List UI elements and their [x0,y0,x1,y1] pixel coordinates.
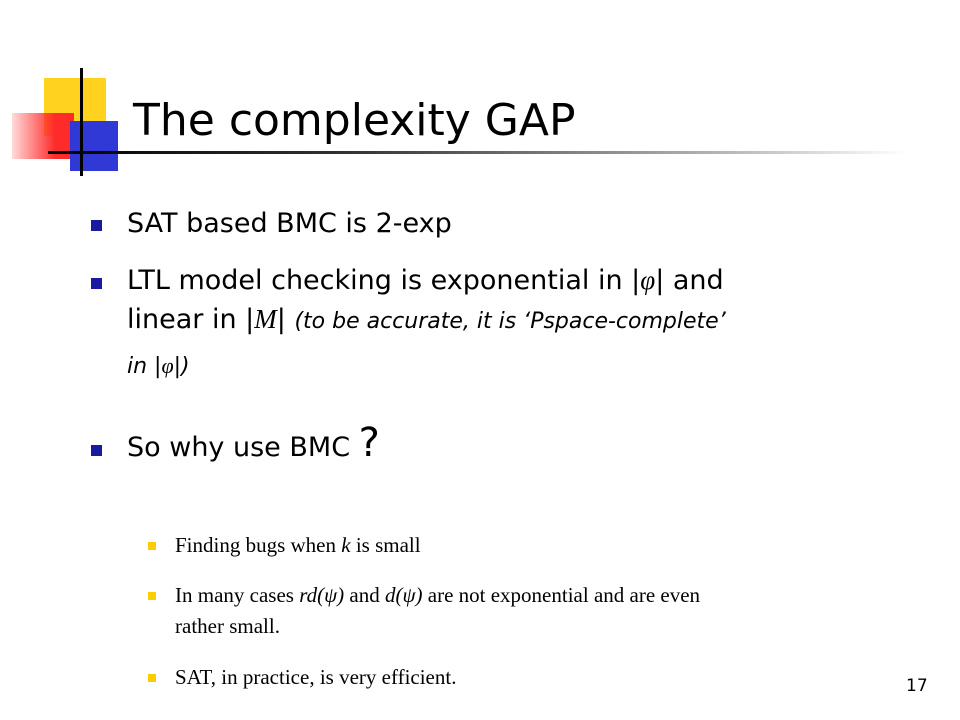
bullet-ltl-complexity: LTL model checking is exponential in |φ| and linear in |M| (to be accurate, it is ‘Pspace-complete’ in |φ|) [127,265,726,379]
sub-bullet-square-icon [148,542,156,550]
sub-bullet-sat-efficient: SAT, in practice, is very efficient. [175,665,457,689]
bullet-sat-bmc: SAT based BMC is 2-exp [127,208,452,239]
sub-bullet-finding-bugs: Finding bugs when k is small [175,533,421,557]
sub-bullet-square-icon [148,592,156,600]
slide-title: The complexity GAP [133,95,576,146]
sub-bullet-square-icon [148,674,156,682]
logo-vertical-line [80,68,83,176]
sub-bullet-many-cases: In many cases rd(ψ) and d(ψ) are not exponential and are even rather small. [175,583,701,638]
bullet-square-icon [91,220,102,231]
page-number: 17 [906,676,928,696]
bullet-square-icon [91,445,102,456]
title-underline [48,151,908,154]
bullet-square-icon [91,278,102,289]
bullet-why-bmc: So why use BMC ? [127,420,380,466]
logo-blue-square [70,121,118,171]
